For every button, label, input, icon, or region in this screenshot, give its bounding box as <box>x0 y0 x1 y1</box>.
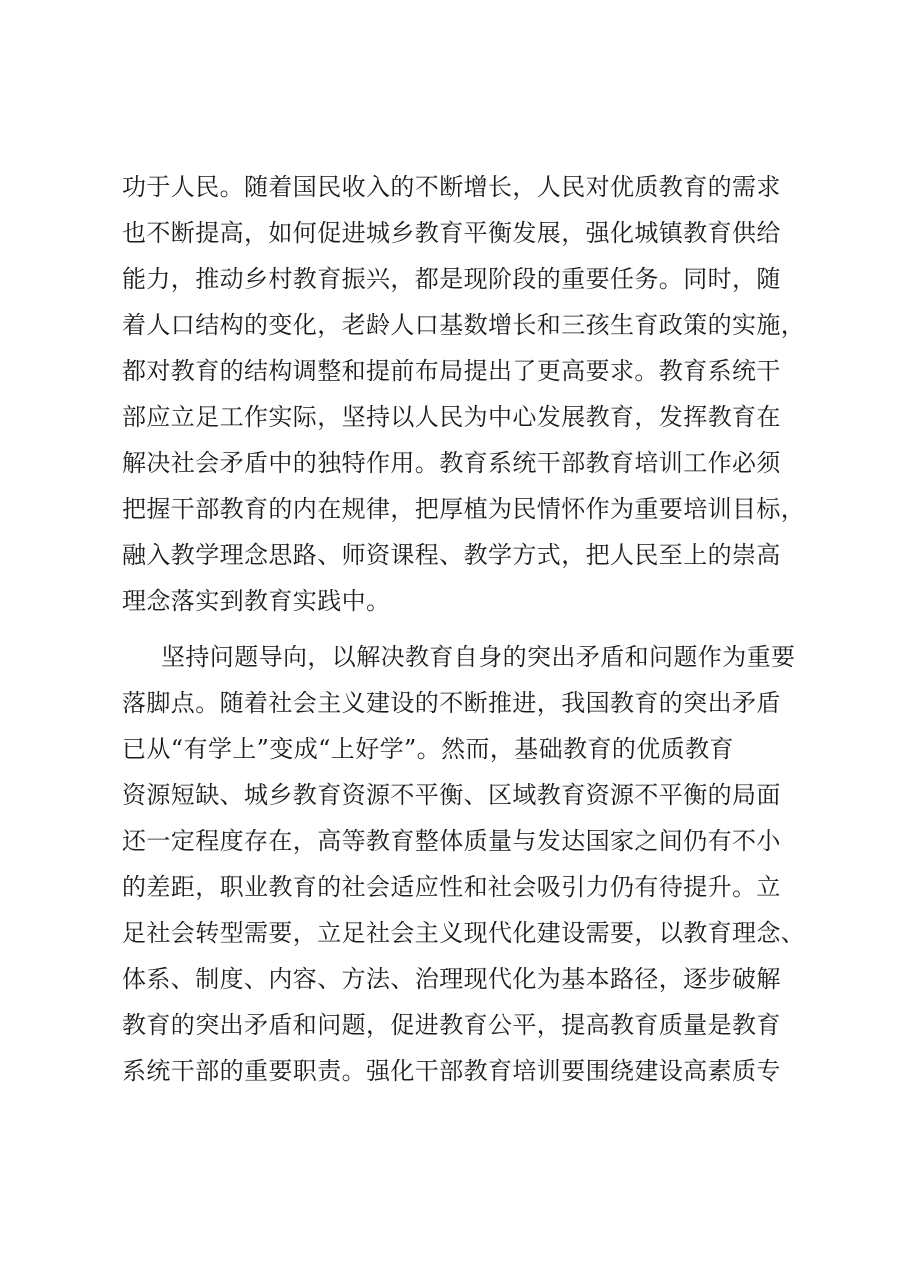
paragraph-2-line: 资源短缺、城乡教育资源不平衡、区域教育资源不平衡的局面 <box>122 781 781 809</box>
paragraph-1-line: 功于人民。随着国民收入的不断增长，人民对优质教育的需求 <box>122 173 781 201</box>
paragraph-2-line: 足社会转型需要，立足社会主义现代化建设需要，以教育理念、 <box>122 919 806 947</box>
paragraph-2-line: 体系、制度、内容、方法、治理现代化为基本路径，逐步破解 <box>122 965 781 993</box>
paragraph-1-line: 解决社会矛盾中的独特作用。教育系统干部教育培训工作必须 <box>122 449 781 477</box>
paragraph-1-line: 部应立足工作实际，坚持以人民为中心发展教育，发挥教育在 <box>122 403 781 431</box>
paragraph-1-line: 理念落实到教育实践中。 <box>122 587 391 615</box>
paragraph-2-line: 已从“有学上”变成“上好学”。然而，基础教育的优质教育 <box>122 735 734 763</box>
paragraph-2-line: 还一定程度存在，高等教育整体质量与发达国家之间仍有不小 <box>122 827 781 855</box>
paragraph-2-line: 的差距，职业教育的社会适应性和社会吸引力仍有待提升。立 <box>122 873 781 901</box>
paragraph-1-line: 融入教学理念思路、师资课程、教学方式，把人民至上的崇高 <box>122 541 781 569</box>
paragraph-1-line: 着人口结构的变化，老龄人口基数增长和三孩生育政策的实施， <box>122 311 806 339</box>
paragraph-1-line: 都对教育的结构调整和提前布局提出了更高要求。教育系统干 <box>122 357 781 385</box>
paragraph-2-line: 落脚点。随着社会主义建设的不断推进，我国教育的突出矛盾 <box>122 689 781 717</box>
paragraph-1-line: 能力，推动乡村教育振兴，都是现阶段的重要任务。同时，随 <box>122 265 781 293</box>
paragraph-1-line: 把握干部教育的内在规律，把厚植为民情怀作为重要培训目标， <box>122 495 806 523</box>
paragraph-2-line: 系统干部的重要职责。强化干部教育培训要围绕建设高素质专 <box>122 1057 781 1085</box>
paragraph-2-line: 坚持问题导向，以解决教育自身的突出矛盾和问题作为重要 <box>161 643 796 671</box>
paragraph-2-line: 教育的突出矛盾和问题，促进教育公平，提高教育质量是教育 <box>122 1011 781 1039</box>
paragraph-1-line: 也不断提高，如何促进城乡教育平衡发展，强化城镇教育供给 <box>122 219 781 247</box>
